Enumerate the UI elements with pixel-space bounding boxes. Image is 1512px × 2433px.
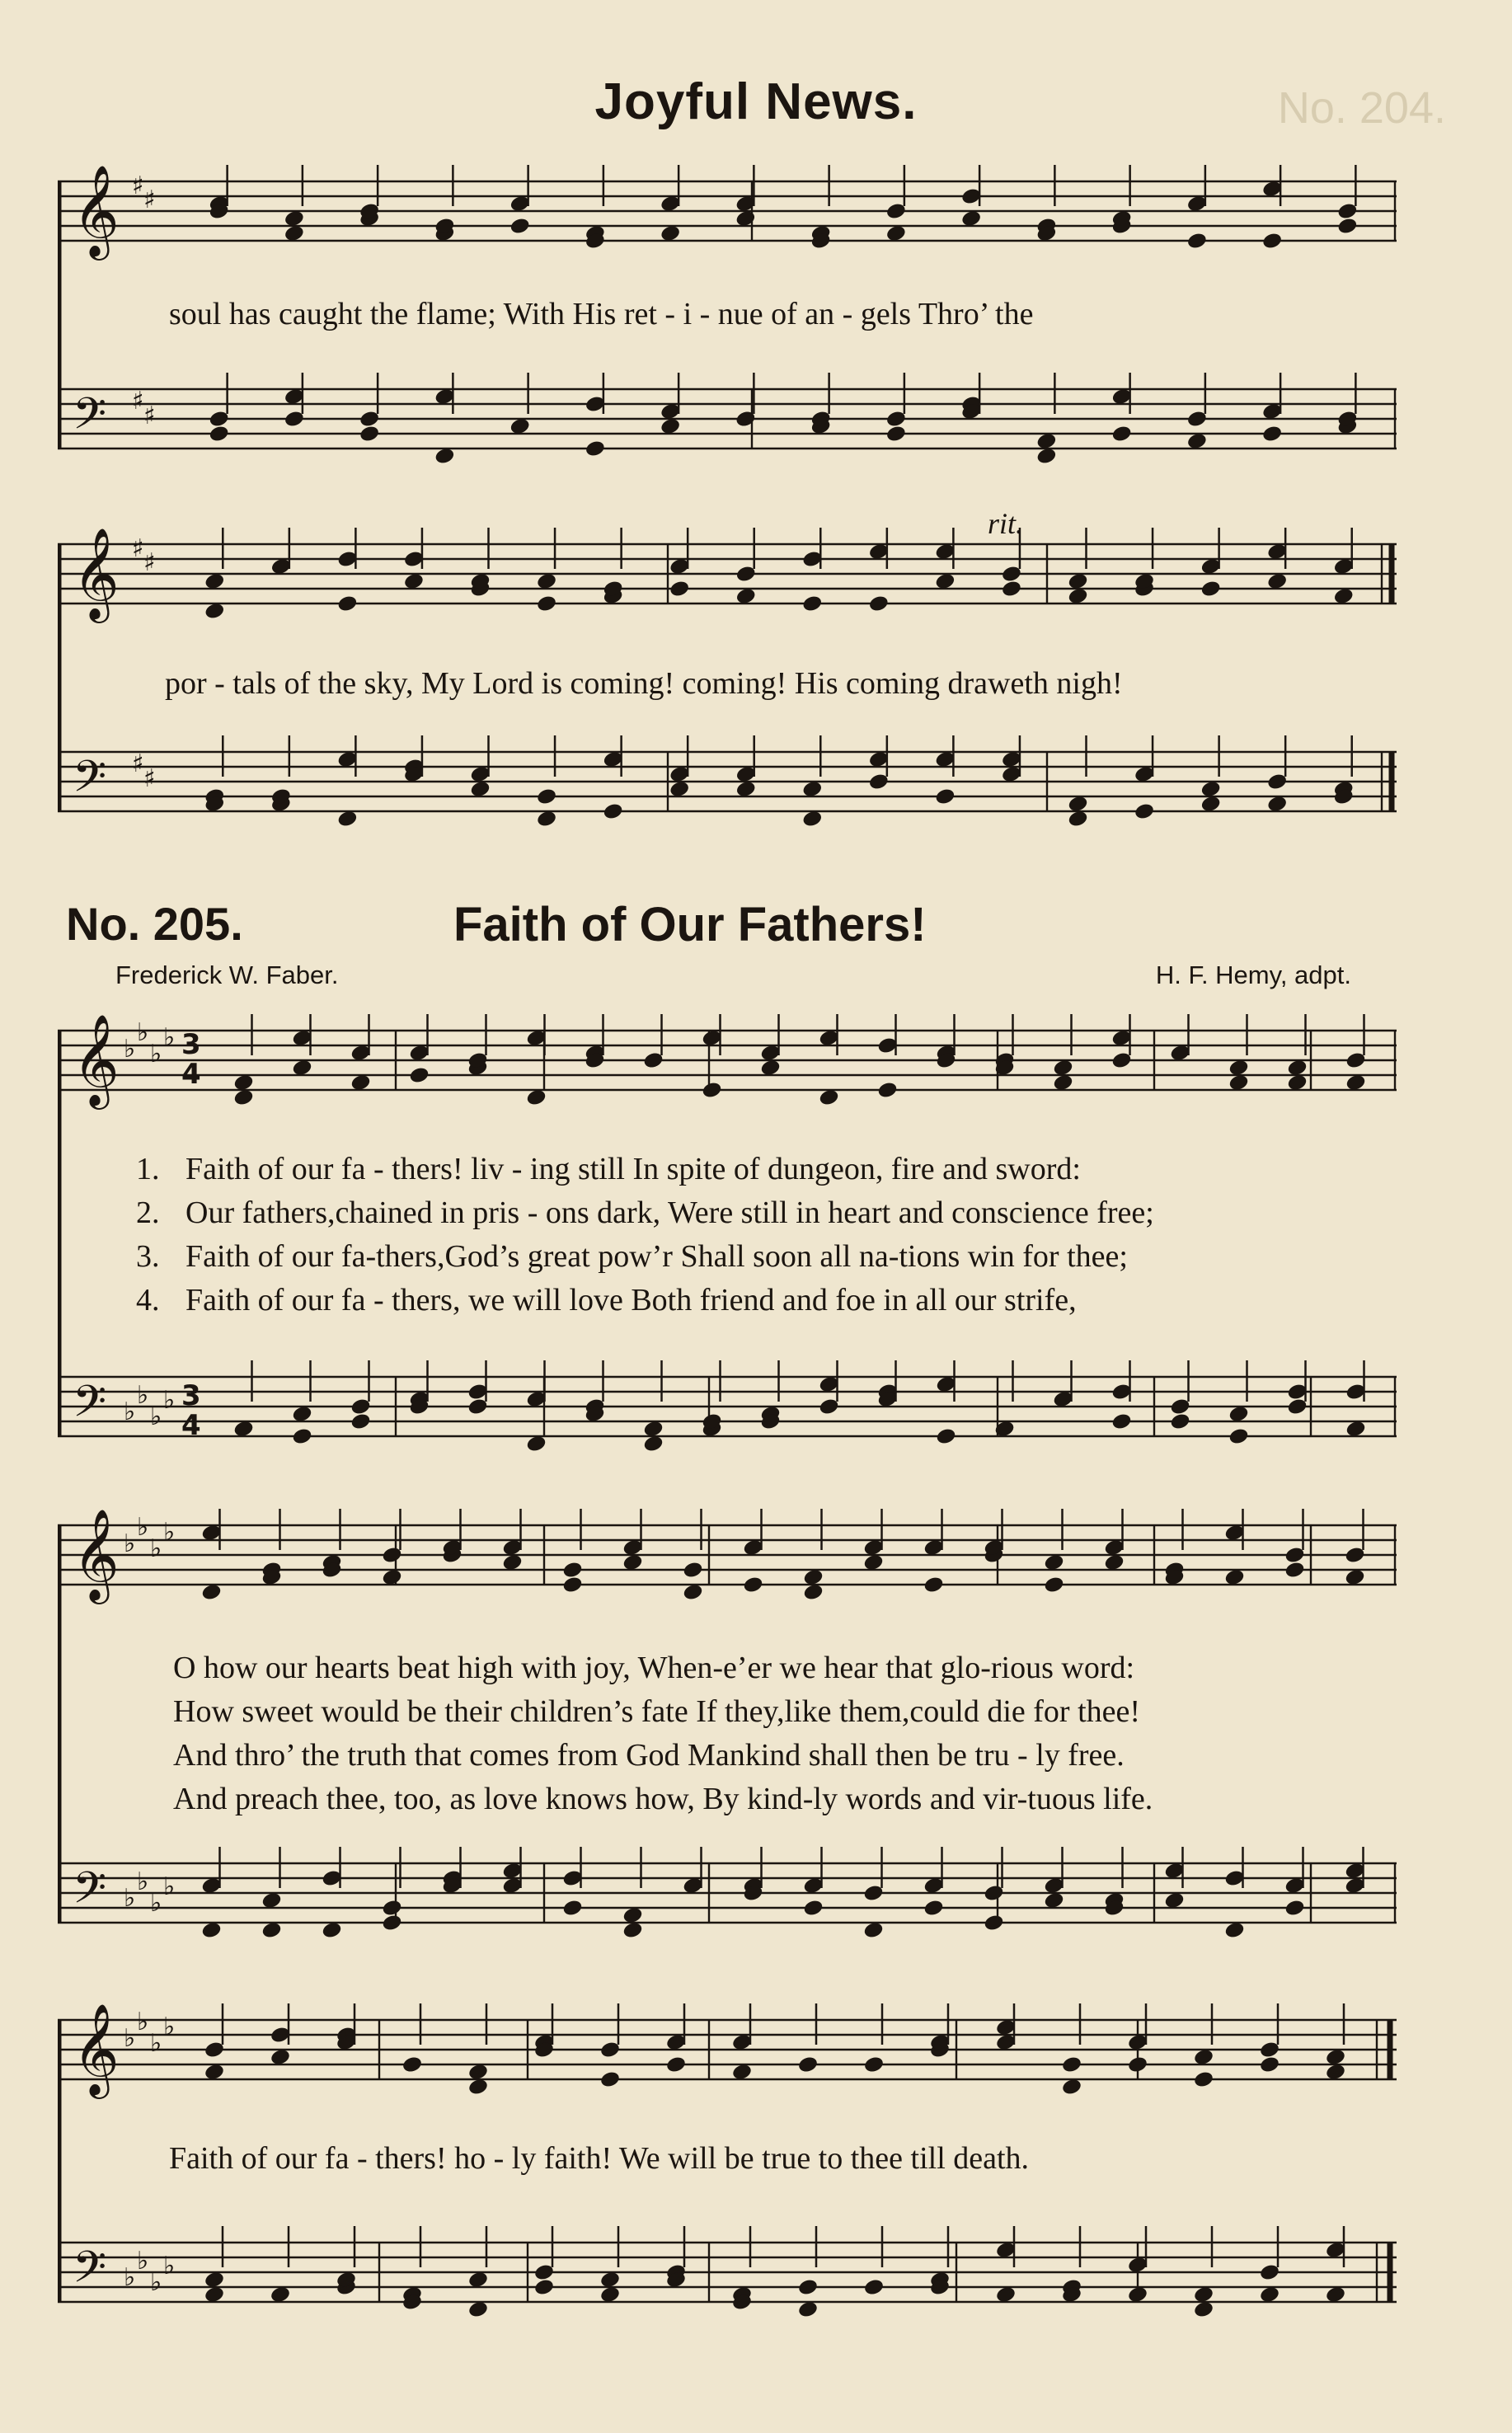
hymn-title: Faith of Our Fathers! [453, 898, 927, 951]
verse-1 [136, 1150, 1475, 1188]
system-faith-2 [58, 1501, 1397, 1970]
verse-3 [136, 1238, 1475, 1275]
svg-text:♭: ♭ [150, 1040, 162, 1069]
svg-text:♯: ♯ [143, 402, 156, 430]
svg-text:♯: ♯ [143, 764, 156, 793]
note-head [350, 1412, 371, 1431]
svg-text:♭: ♭ [124, 2263, 136, 2292]
svg-text:♭: ♭ [163, 2252, 176, 2280]
svg-text:♭: ♭ [137, 1513, 149, 1542]
svg-text:♭: ♭ [163, 1023, 176, 1052]
note-head [797, 2055, 819, 2074]
system-joyful-2 [58, 511, 1397, 857]
svg-text:𝄢: 𝄢 [73, 752, 107, 813]
note-head [863, 2055, 885, 2074]
svg-text:♭: ♭ [124, 2024, 136, 2053]
note-head [561, 1561, 583, 1580]
note-head [876, 1081, 898, 1100]
svg-text:♭: ♭ [150, 2029, 162, 2058]
svg-text:𝄢: 𝄢 [73, 1377, 107, 1438]
svg-text:♭: ♭ [124, 1035, 136, 1064]
note-head [801, 594, 823, 613]
lyrics-joyful-line2: por - tals of the sky, My Lord is coming! coming! His coming draweth nigh! [165, 666, 1123, 701]
svg-text:♭: ♭ [124, 1397, 136, 1426]
note-head [536, 787, 557, 806]
svg-text:♭: ♭ [124, 1884, 136, 1913]
note-head [1169, 1412, 1190, 1431]
verse-4 [136, 1281, 1475, 1319]
note-head [561, 1576, 583, 1595]
svg-text:♯: ♯ [132, 387, 144, 416]
bleed-through-number: No. 204. [1277, 83, 1446, 133]
note-head [209, 425, 230, 444]
verse-text: Faith of our fa - thers, we will love Both friend and foe in all our strife, [185, 1283, 1077, 1317]
note-head [1284, 1899, 1305, 1918]
verse-number: 4. [136, 1283, 160, 1317]
svg-text:♭: ♭ [124, 1529, 136, 1558]
svg-text:4: 4 [181, 1058, 201, 1091]
svg-text:♯: ♯ [132, 171, 144, 200]
svg-text:♭: ♭ [137, 1018, 149, 1047]
verse-text: Faith of our fa-thers,God’s great pow’r Shall soon all na-tions win for thee; [185, 1239, 1128, 1274]
note-head [336, 594, 358, 613]
svg-text:♭: ♭ [137, 2247, 149, 2276]
svg-text:♭: ♭ [137, 2008, 149, 2036]
note-head [1261, 232, 1283, 251]
note-head [682, 1561, 703, 1580]
note-head [509, 217, 531, 236]
svg-text:3: 3 [181, 1379, 201, 1412]
svg-text:𝄢: 𝄢 [73, 1863, 107, 1924]
note-head [1259, 2055, 1280, 2074]
svg-text:♯: ♯ [143, 186, 156, 214]
refrain-lyrics: Faith of our fa - thers! ho - ly faith! We will be true to thee till death. [169, 2141, 1030, 2176]
svg-text:♭: ♭ [163, 1872, 176, 1901]
note-head [536, 594, 557, 613]
note-head [885, 425, 907, 444]
svg-text:♯: ♯ [132, 534, 144, 563]
svg-text:♯: ♯ [143, 548, 156, 577]
note-head [381, 1914, 402, 1933]
svg-text:𝄞: 𝄞 [73, 527, 120, 619]
note-head [359, 425, 380, 444]
composer-credit: H. F. Hemy, adpt. [1155, 961, 1351, 989]
note-head [585, 439, 606, 458]
note-head [408, 1066, 430, 1085]
note-head [1228, 1427, 1249, 1446]
note-head [1193, 2070, 1214, 2089]
note-head [599, 2070, 621, 2089]
verse-text: Faith of our fa - thers! liv - ing still In spite of dungeon, fire and sword: [185, 1152, 1081, 1186]
verse-2-second-half: How sweet would be their children’s fate If they,like them,could die for thee! [173, 1694, 1141, 1729]
svg-text:♯: ♯ [132, 749, 144, 778]
svg-text:♭: ♭ [150, 2268, 162, 2297]
note-head [1261, 425, 1283, 444]
verse-4-second-half: And preach thee, too, as love knows how, By kind-ly words and vir-tuous life. [173, 1782, 1153, 1816]
note-head [1186, 232, 1208, 251]
verse-number: 3. [136, 1239, 160, 1274]
note-head [934, 787, 956, 806]
svg-text:𝄞: 𝄞 [73, 1508, 120, 1600]
verse-2 [136, 1194, 1475, 1232]
note-head [1111, 425, 1133, 444]
note-head [935, 1427, 956, 1446]
system-joyful-1 [58, 148, 1397, 495]
note-head [1284, 1561, 1305, 1580]
svg-text:♭: ♭ [163, 1386, 176, 1415]
note-head [665, 2055, 687, 2074]
note-head [923, 1899, 944, 1918]
note-head [1127, 2055, 1148, 2074]
hymn-number: No. 205. [66, 898, 243, 950]
verse-3-second-half: And thro’ the truth that comes from God Mankind shall then be tru - ly free. [173, 1738, 1125, 1773]
note-head [1336, 217, 1358, 236]
svg-text:♭: ♭ [163, 1518, 176, 1547]
svg-text:4: 4 [181, 1409, 201, 1442]
song-title-joyful-news: Joyful News. [594, 73, 918, 130]
note-head [863, 2278, 885, 2297]
note-head [291, 1427, 312, 1446]
verse-number: 2. [136, 1195, 160, 1230]
note-head [797, 2278, 819, 2297]
note-head [983, 1914, 1004, 1933]
svg-text:♭: ♭ [163, 2013, 176, 2041]
note-head [1134, 802, 1155, 821]
verse-1-second-half: O how our hearts beat high with joy, When-e’er we hear that glo-rious word: [173, 1651, 1135, 1685]
tempo-rit: rit. [988, 507, 1024, 540]
note-head [1200, 580, 1222, 599]
svg-text:𝄞: 𝄞 [73, 164, 120, 256]
svg-text:𝄢: 𝄢 [73, 2243, 107, 2304]
note-head [701, 1081, 722, 1100]
svg-text:𝄞: 𝄞 [73, 2003, 120, 2095]
note-head [1043, 1576, 1064, 1595]
score-faith-1 [58, 998, 1397, 1476]
note-head [802, 1899, 824, 1918]
note-head [533, 2278, 555, 2297]
svg-text:♭: ♭ [150, 1402, 162, 1431]
lyrics-joyful-line1: soul has caught the flame; With His ret - i - nue of an - gels Thro’ the [169, 297, 1034, 331]
system-faith-1 [58, 998, 1397, 1476]
note-head [603, 802, 624, 821]
note-head [923, 1576, 944, 1595]
verse-text: Our fathers,chained in pris - ons dark, Were still in heart and conscience free; [185, 1195, 1154, 1230]
score-faith-2 [58, 1501, 1397, 1970]
svg-text:𝄢: 𝄢 [73, 389, 107, 450]
system-faith-refrain [58, 1995, 1397, 2341]
note-head [669, 580, 690, 599]
note-head [1001, 580, 1022, 599]
svg-text:𝄞: 𝄞 [73, 1013, 120, 1106]
svg-text:♭: ♭ [137, 1381, 149, 1410]
svg-text:♭: ♭ [150, 1534, 162, 1563]
verse-number: 1. [136, 1152, 160, 1186]
note-head [868, 594, 890, 613]
note-head [742, 1576, 763, 1595]
note-head [381, 1899, 402, 1918]
note-head [1061, 2055, 1082, 2074]
note-head [1111, 1412, 1132, 1431]
note-head [401, 2055, 423, 2074]
svg-text:♭: ♭ [150, 1889, 162, 1918]
author-credit: Frederick W. Faber. [115, 961, 339, 989]
svg-text:♭: ♭ [137, 1867, 149, 1896]
note-head [561, 1899, 583, 1918]
svg-text:3: 3 [181, 1028, 201, 1061]
